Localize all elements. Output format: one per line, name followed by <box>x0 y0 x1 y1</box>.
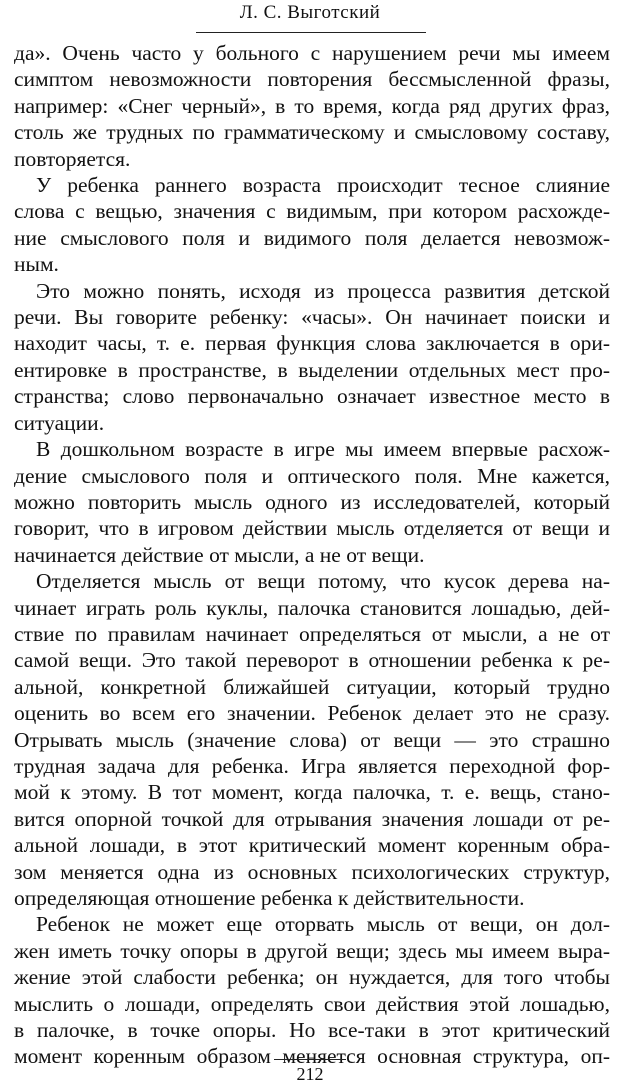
page-number: 212 <box>296 1064 324 1084</box>
paragraph-1 <box>14 40 610 172</box>
text-line: В дошкольном возрасте в игре мы имеем впервые расхож- <box>36 437 610 462</box>
text-line: оценить во всем его значении. Ребенок делает это не сразу. <box>14 701 610 726</box>
text-line: самой вещи. Это такой переворот в отношении ребенка к ре- <box>14 648 610 673</box>
footer-rule <box>274 1059 346 1060</box>
text-line: вится опорной точкой для отрывания значения лошади от ре- <box>14 806 610 831</box>
text-line: Это можно понять, исходя из процесса развития детской <box>36 278 610 303</box>
text-line: У ребенка раннего возраста происходит тесное слияние <box>36 173 610 198</box>
paragraph-6 <box>14 911 610 1069</box>
text-line: ситуации. <box>14 410 105 435</box>
text-line: дение смыслового поля и оптического поля. Мне кажется, <box>14 463 610 488</box>
text-line: зом меняется одна из основных психологических структур, <box>14 859 610 884</box>
body-text <box>14 40 610 1070</box>
text-line: странства; слово первоначально означает известное место в <box>14 384 610 409</box>
text-line: альной лошади, в этот критический момент коренным обра- <box>14 833 610 858</box>
text-line: ствие по правилам начинает определяться от мысли, а не от <box>14 621 610 646</box>
text-line: можно повторить мысль одного из исследователей, который <box>14 489 610 514</box>
text-line: Отрывать мысль (значение слова) от вещи — это страшно <box>14 727 610 752</box>
text-line: мой к этому. В тот момент, когда палочка, т. е. вещь, стано- <box>14 780 610 805</box>
text-line: ние смыслового поля и видимого поля делается невозмож- <box>14 225 610 250</box>
text-line: говорит, что в игровом действии мысль отделяется от вещи и <box>14 516 610 541</box>
text-line: определяющая отношение ребенка к действительности. <box>14 886 525 910</box>
text-line: столь же трудных по грамматическому и смысловому составу, <box>14 120 610 145</box>
text-line: да». Очень часто у больного с нарушением речи мы имеем <box>14 41 610 65</box>
text-line: альной, конкретной ближайшей ситуации, который трудно <box>14 674 610 699</box>
text-line: симптом невозможности повторения бессмысленной фразы, <box>14 67 610 92</box>
text-line: например: «Снег черный», в то время, когда ряд других фраз, <box>14 93 610 118</box>
text-line: начинается действие от мысли, а не от вещи. <box>14 542 425 567</box>
paragraph-2 <box>14 172 610 278</box>
text-line: повторяется. <box>14 146 131 171</box>
text-line: ным. <box>14 252 59 277</box>
text-line: находит часы, т. е. первая функция слова заключается в ори- <box>14 331 610 356</box>
text-line: в палочке, в точке опоры. Но все-таки в этот критический <box>14 1018 610 1043</box>
text-line: момент коренным образом меняется основная структура, оп- <box>14 1044 610 1069</box>
text-line: жение этой слабости ребенка; он нуждается, для того чтобы <box>14 965 610 990</box>
text-line: ентировке в пространстве, в выделении отдельных мест про- <box>14 357 610 382</box>
text-line: чинает играть роль куклы, палочка становится лошадью, дей- <box>14 595 610 620</box>
text-line: Ребенок не может еще оторвать мысль от вещи, он дол- <box>36 912 610 937</box>
text-line: слова с вещью, значения с видимым, при котором расхожде- <box>14 199 610 224</box>
paragraph-4 <box>14 436 610 568</box>
text-line: Отделяется мысль от вещи потому, что кусок дерева на- <box>36 569 610 594</box>
paragraph-5 <box>14 568 610 911</box>
header-rule <box>196 32 426 33</box>
text-line: речи. Вы говорите ребенку: «часы». Он начинает поиски и <box>14 305 610 330</box>
text-line: жен иметь точку опоры в другой вещи; здесь мы имеем выра- <box>14 938 610 963</box>
text-line: мыслить о лошади, определять свои действия этой лошадью, <box>14 991 610 1016</box>
running-head: Л. С. Выготский <box>239 2 381 23</box>
paragraph-3 <box>14 278 610 436</box>
text-line: трудная задача для ребенка. Игра является переходной фор- <box>14 753 610 778</box>
